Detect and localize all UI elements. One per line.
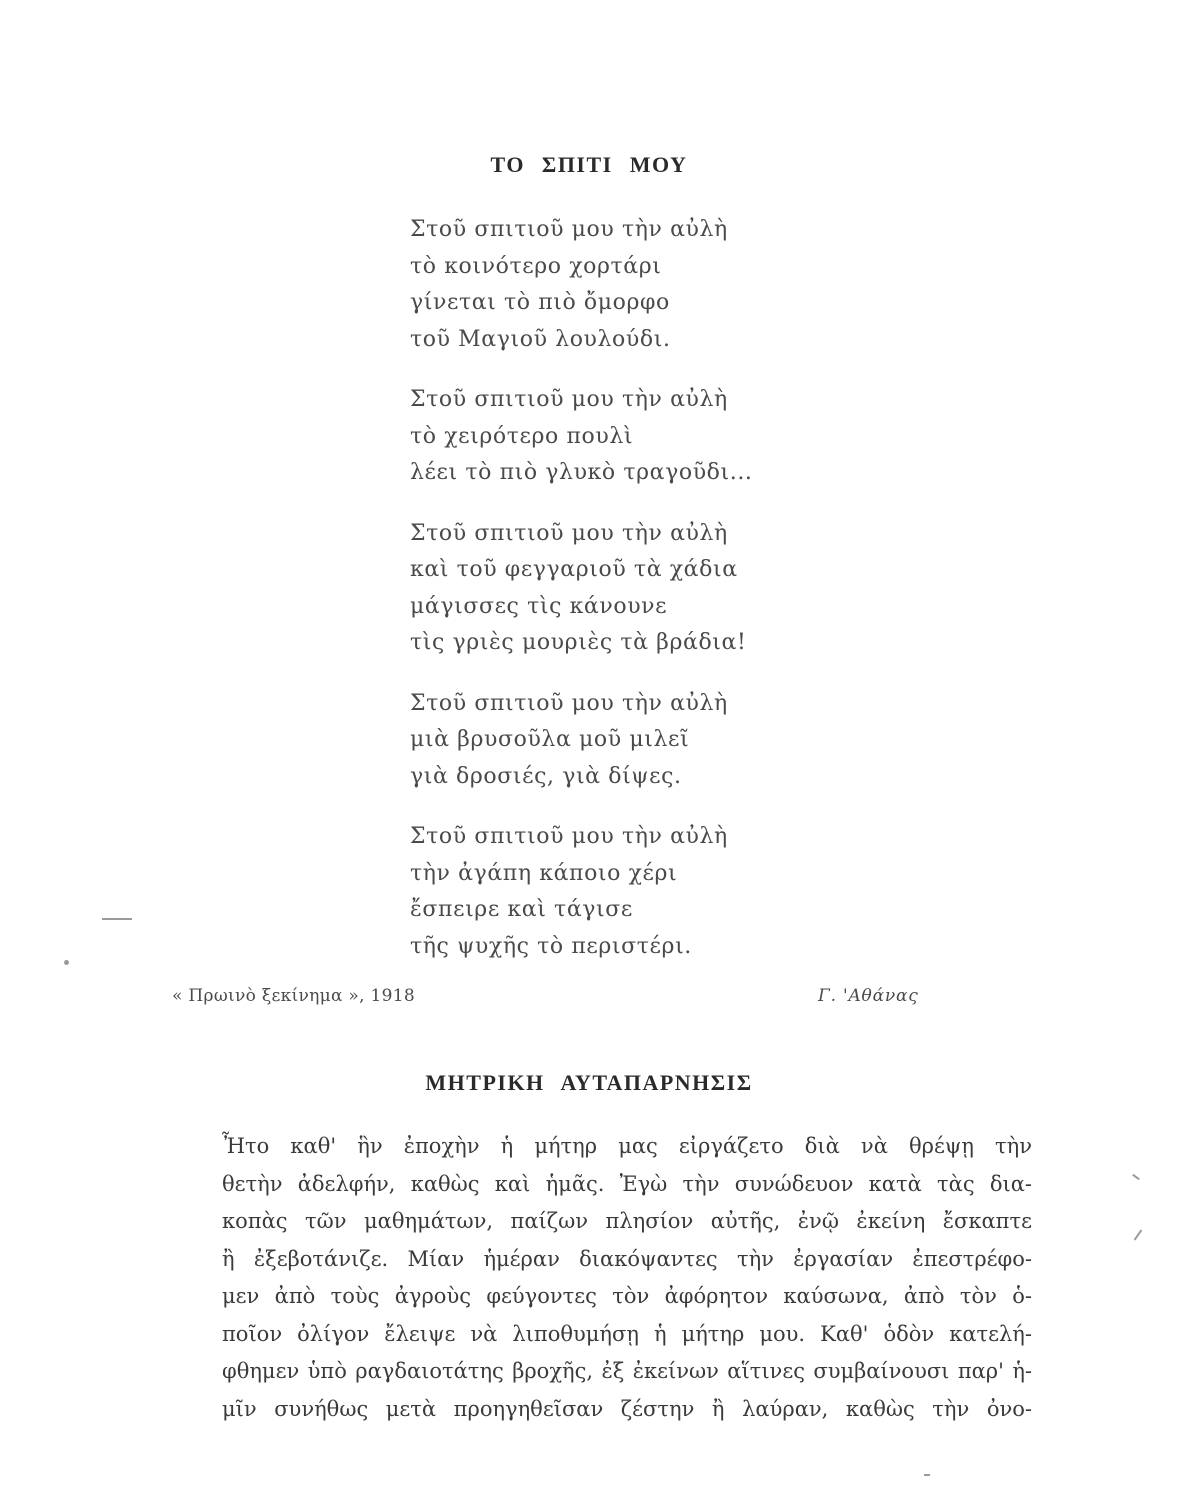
poem-line: τὴν ἀγάπη κάποιο χέρι [410,860,678,886]
poem-line: Στοῦ σπιτιοῦ μου τὴν αὐλὴ [410,520,728,546]
scan-speck [924,1474,930,1476]
scan-speck [1134,1230,1143,1241]
poem-line: τὸ κοινότερο χορτάρι [410,253,662,279]
prose-line: μεν ἀπὸ τοὺς ἀγροὺς φεύγοντες τὸν ἀφόρητον καύσωνα, ἀπὸ τὸν ὁ- [222,1284,1032,1308]
prose-line: μῖν συνήθως μετὰ προηγηθεῖσαν ζέστην ἢ λαύραν, καθὼς τὴν ὀνο- [222,1396,1032,1421]
prose-title: ΜΗΤΡΙΚΗ ΑΥΤΑΠΑΡΝΗΣΙΣ [425,1070,753,1095]
poem-line: Στοῦ σπιτιοῦ μου τὴν αὐλὴ [410,217,728,242]
scan-speck [102,918,132,920]
poem-line: Στοῦ σπιτιοῦ μου τὴν αὐλὴ [410,387,728,412]
stanza [410,382,753,492]
poem-line: τοῦ Μαγιοῦ λουλούδι. [410,326,671,352]
stanza [410,819,753,965]
poem-line: τῆς ψυχῆς τὸ περιστέρι. [410,933,692,959]
prose-line: ποῖον ὀλίγον ἔλειψε νὰ λιποθυμήσῃ ἡ μήτηρ μου. Καθ' ὁδὸν κατελή- [222,1321,1032,1346]
poem-body [410,212,753,965]
poem-line: ἔσπειρε καὶ τάγισε [410,897,633,922]
prose-body [222,1128,1032,1428]
poem-author: Γ. 'Αθάνας [818,986,919,1006]
poem-line: Στοῦ σπιτιοῦ μου τὴν αὐλὴ [410,824,728,849]
prose-line: ἢ ἐξεβοτάνιζε. Μίαν ἡμέραν διακόψαντες τὴν ἐργασίαν ἐπεστρέφο- [222,1246,1032,1271]
stanza [410,516,753,662]
poem-title: ΤΟ ΣΠΙΤΙ ΜΟΥ [490,152,688,177]
poem-line: τὶς γριὲς μουριὲς τὰ βράδια! [410,630,747,655]
prose-line: θετὴν ἀδελφήν, καθὼς καὶ ἡμᾶς. Ἐγὼ τὴν συνώδευον κατὰ τὰς δια- [222,1171,1032,1196]
poem-line: Στοῦ σπιτιοῦ μου τὴν αὐλὴ [410,690,728,716]
poem-line: καὶ τοῦ φεγγαριοῦ τὰ χάδια [410,557,738,582]
prose-line: κοπὰς τῶν μαθημάτων, παίζων πλησίον αὐτῆς, ἐνῷ ἐκείνη ἔσκαπτε [222,1209,1032,1233]
prose-line: φθημεν ὑπὸ ραγδαιοτάτης βροχῆς, ἐξ ἐκείνων αἵτινες συμβαίνουσι παρ' ἡ- [222,1359,1032,1383]
poem-source: « Πρωινὸ ξεκίνημα », 1918 [172,986,416,1006]
poem-line: λέει τὸ πιὸ γλυκὸ τραγοῦδι... [410,460,753,485]
stanza [410,212,753,358]
prose-line: Ἦτο καθ' ἣν ἐποχὴν ἡ μήτηρ μας εἰργάζετο διὰ νὰ θρέψῃ τὴν [222,1134,1032,1158]
poem-line: μάγισσες τὶς κάνουνε [410,593,668,619]
scan-speck [1132,1174,1140,1180]
stanza [410,686,753,796]
poem-line: γίνεται τὸ πιὸ ὄμορφο [410,290,670,315]
poem-line: γιὰ δροσιές, γιὰ δίψες. [410,763,682,789]
scan-speck [64,960,69,965]
poem-line: τὸ χειρότερο πουλὶ [410,423,634,449]
poem-line: μιὰ βρυσοῦλα μοῦ μιλεῖ [410,727,690,752]
